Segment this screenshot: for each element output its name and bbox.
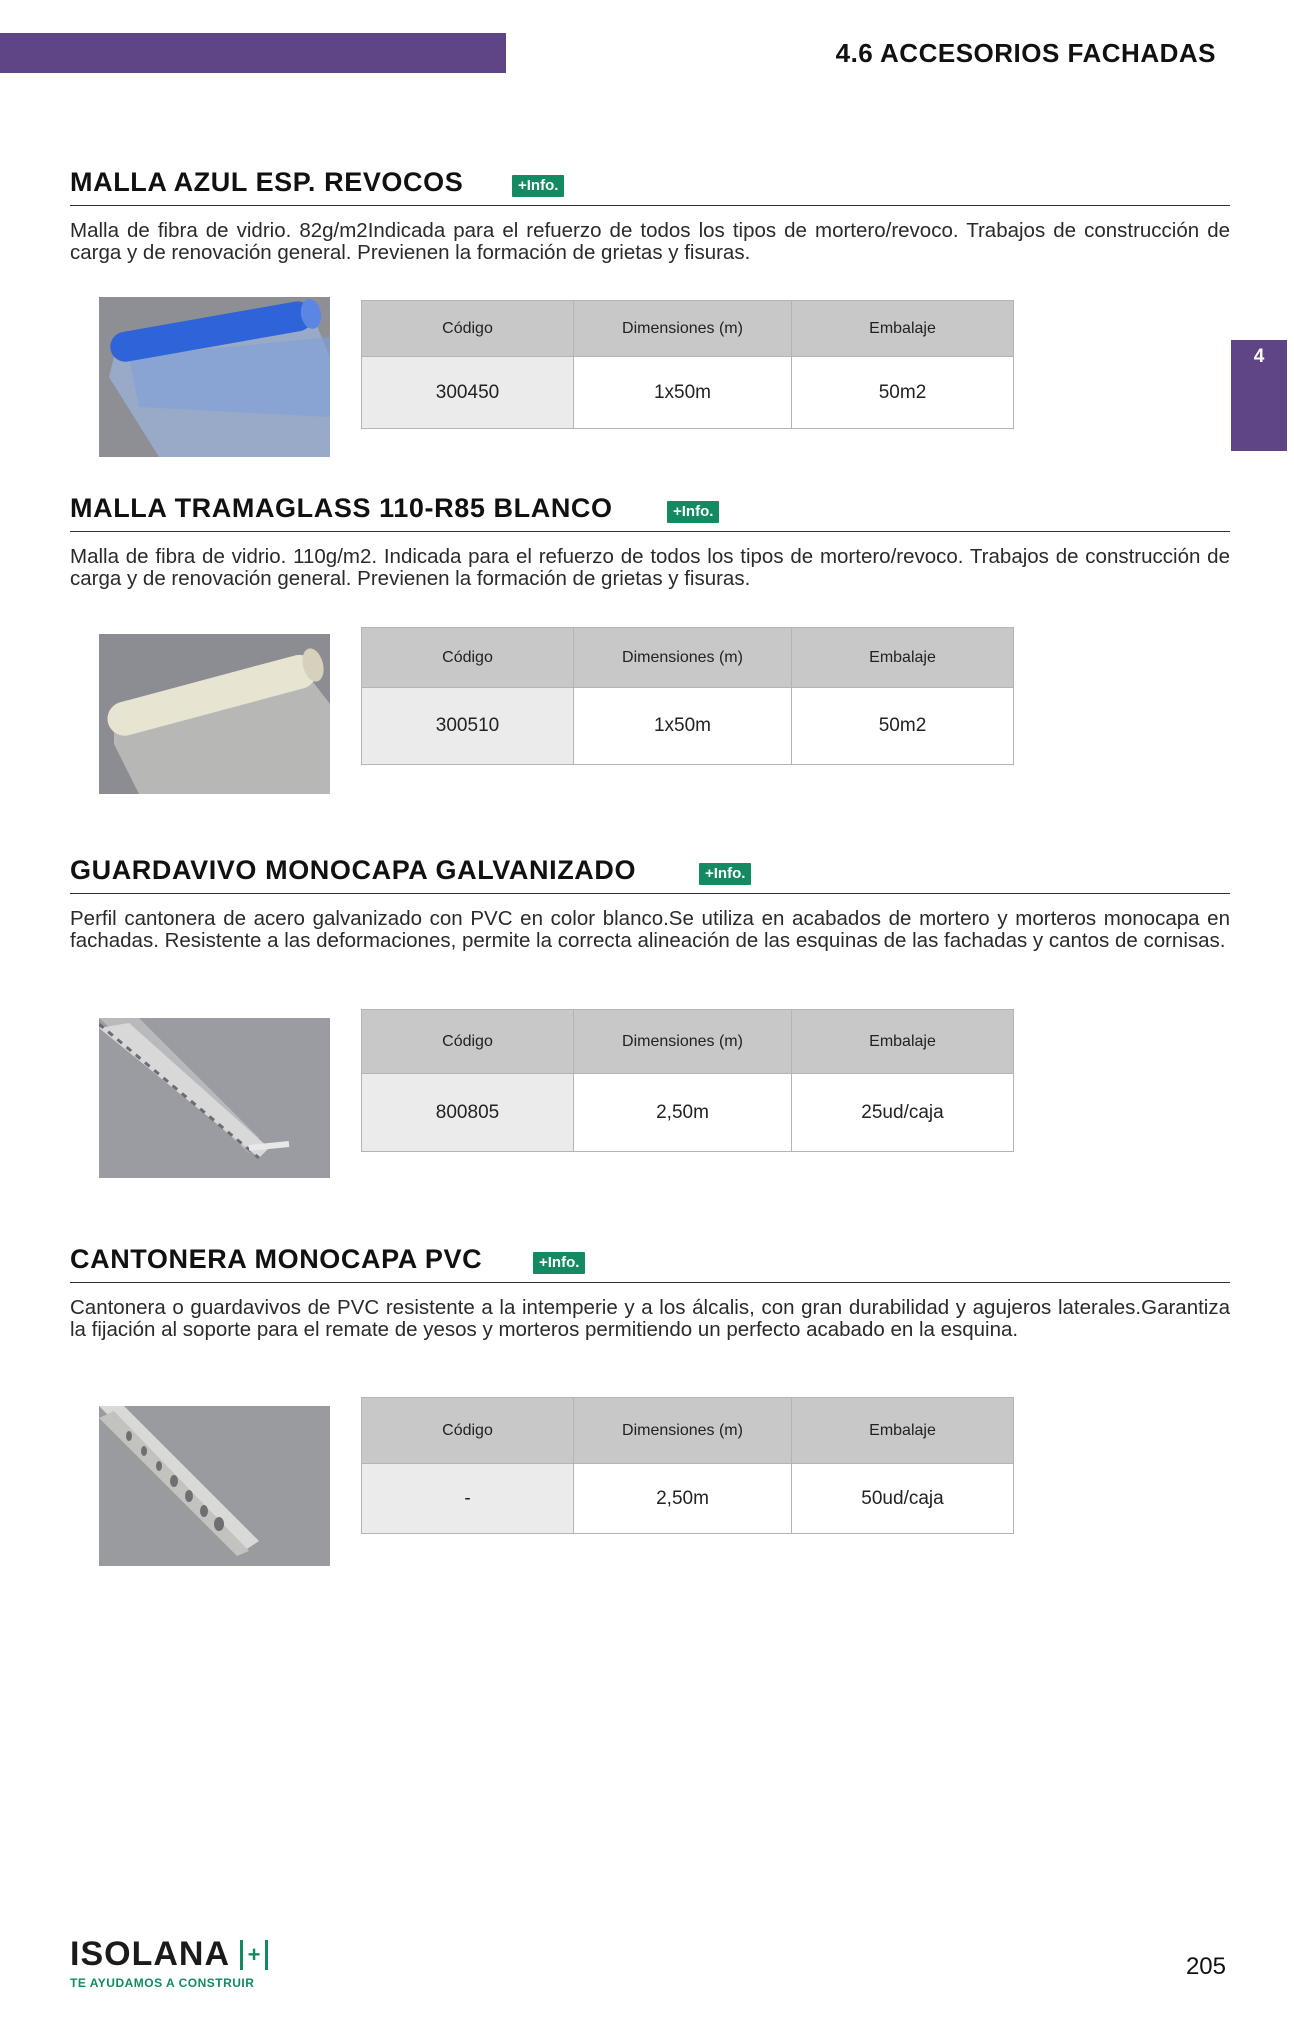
info-button[interactable]: +Info. <box>667 501 719 523</box>
product-description: Malla de fibra de vidrio. 82g/m2Indicada para el refuerzo de todos los tipos de mortero/revoco. Trabajos de construcción de carga y de renovación general. Previenen la formación de grietas y fisuras. <box>70 219 1230 264</box>
product-title: MALLA AZUL ESP. REVOCOS <box>70 167 464 197</box>
product-section-malla-azul <box>70 160 1230 403</box>
cell-packaging: 50m2 <box>792 688 1014 765</box>
product-description: Malla de fibra de vidrio. 110g/m2. Indicada para el refuerzo de todos los tipos de mortero/revoco. Trabajos de construcción de carga y de renovación general. Previenen la formación de grietas y fisuras. <box>70 545 1230 590</box>
cell-dimensions: 2,50m <box>574 1464 792 1534</box>
cell-packaging: 50ud/caja <box>792 1464 1014 1534</box>
product-title: MALLA TRAMAGLASS 110-R85 BLANCO <box>70 493 613 523</box>
info-button[interactable]: +Info. <box>533 1252 585 1274</box>
product-heading <box>70 160 1230 206</box>
product-section-guardavivo <box>70 848 1230 1123</box>
header-packaging: Embalaje <box>792 1398 1014 1464</box>
product-title: CANTONERA MONOCAPA PVC <box>70 1244 483 1274</box>
header-packaging: Embalaje <box>792 301 1014 357</box>
spec-table <box>361 300 1014 429</box>
cell-packaging: 25ud/caja <box>792 1074 1014 1152</box>
product-image-blue-mesh <box>99 297 330 457</box>
product-heading <box>70 848 1230 894</box>
cell-code: 800805 <box>362 1074 574 1152</box>
cell-code: - <box>362 1464 574 1534</box>
spec-table <box>361 627 1014 765</box>
cell-dimensions: 2,50m <box>574 1074 792 1152</box>
header-dimensions: Dimensiones (m) <box>574 628 792 688</box>
logo-plus-icon: + <box>240 1940 268 1970</box>
spec-table <box>361 1397 1014 1534</box>
info-button[interactable]: +Info. <box>512 175 564 197</box>
header-code: Código <box>362 628 574 688</box>
info-button[interactable]: +Info. <box>699 863 751 885</box>
chapter-tab[interactable] <box>1231 340 1287 451</box>
page-section-title: 4.6 ACCESORIOS FACHADAS <box>835 38 1216 68</box>
product-image-pvc-corner <box>99 1406 330 1566</box>
header-dimensions: Dimensiones (m) <box>574 301 792 357</box>
brand-logo <box>70 1935 268 1990</box>
header-code: Código <box>362 301 574 357</box>
product-description: Cantonera o guardavivos de PVC resistente a la intemperie y a los álcalis, con gran durabilidad y agujeros laterales.Garantiza la fijación al soporte para el remate de yesos y morteros permitiendo un perfecto acabado en la esquina. <box>70 1296 1230 1341</box>
logo-tagline: TE AYUDAMOS A CONSTRUIR <box>70 1976 255 1990</box>
product-description: Perfil cantonera de acero galvanizado con PVC en color blanco.Se utiliza en acabados de mortero y morteros monocapa en fachadas. Resistente a las deformaciones, permite la correcta alineación de las esquinas de las fachadas y cantos de cornisas. <box>70 907 1230 952</box>
cell-code: 300450 <box>362 357 574 429</box>
cell-dimensions: 1x50m <box>574 357 792 429</box>
chapter-tab-label: 4 <box>1253 346 1265 367</box>
product-title: GUARDAVIVO MONOCAPA GALVANIZADO <box>70 855 637 885</box>
product-image-white-mesh <box>99 634 330 794</box>
header-dimensions: Dimensiones (m) <box>574 1010 792 1074</box>
header-code: Código <box>362 1398 574 1464</box>
product-section-malla-tramaglass <box>70 486 1230 736</box>
product-section-cantonera <box>70 1237 1230 1509</box>
header-packaging: Embalaje <box>792 1010 1014 1074</box>
page-number: 205 <box>1185 1953 1226 1980</box>
cell-code: 300510 <box>362 688 574 765</box>
cell-packaging: 50m2 <box>792 357 1014 429</box>
spec-table <box>361 1009 1014 1152</box>
header-color-bar <box>0 33 506 73</box>
product-image-galvanized-profile <box>99 1018 330 1178</box>
product-heading <box>70 486 1230 532</box>
header-code: Código <box>362 1010 574 1074</box>
product-heading <box>70 1237 1230 1283</box>
header-packaging: Embalaje <box>792 628 1014 688</box>
cell-dimensions: 1x50m <box>574 688 792 765</box>
header-dimensions: Dimensiones (m) <box>574 1398 792 1464</box>
logo-wordmark: ISOLANA <box>70 1935 230 1973</box>
